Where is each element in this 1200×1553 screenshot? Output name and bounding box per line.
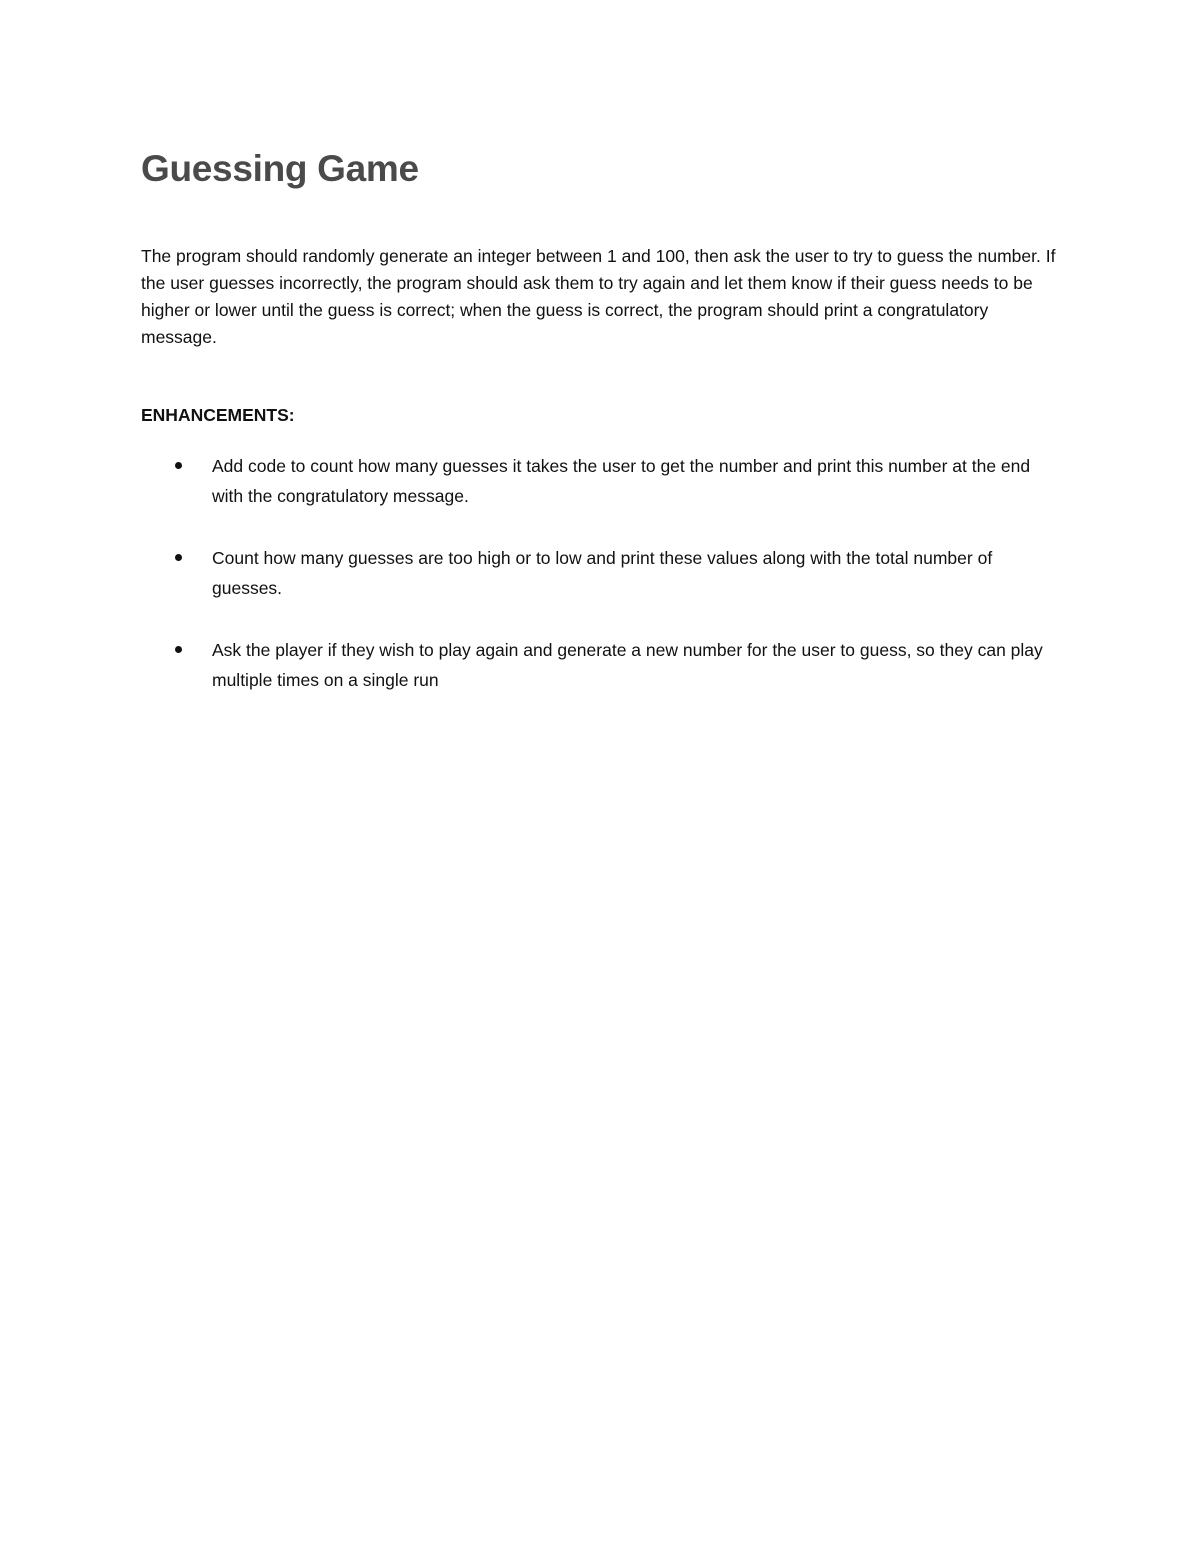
document-page	[141, 0, 1061, 1553]
enhancements-list	[141, 451, 1056, 727]
enhancement-text: Add code to count how many guesses it takes the user to get the number and print this number at the end with the congratulatory message.	[212, 456, 1031, 506]
enhancement-text: Ask the player if they wish to play again and generate a new number for the user to guess, so they can play multiple times on a single run	[212, 640, 1043, 690]
enhancement-text: Count how many guesses are too high or to low and print these values along with the total number of guesses.	[212, 548, 993, 598]
list-item	[141, 635, 1056, 695]
bullet-icon	[175, 646, 182, 653]
document-title: Guessing Game	[141, 148, 419, 189]
enhancements-heading: ENHANCEMENTS:	[141, 405, 295, 425]
list-item	[141, 451, 1056, 511]
intro-paragraph: The program should randomly generate an integer between 1 and 100, then ask the user to try to guess the number. If the user guesses incorrectly, the program should ask them to try again and let them know if their guess needs to be higher or lower until the guess is correct; when the guess is correct, the program should print a congratulatory message.	[141, 246, 1056, 347]
bullet-icon	[175, 462, 182, 469]
list-item	[141, 543, 1056, 603]
bullet-icon	[175, 554, 182, 561]
